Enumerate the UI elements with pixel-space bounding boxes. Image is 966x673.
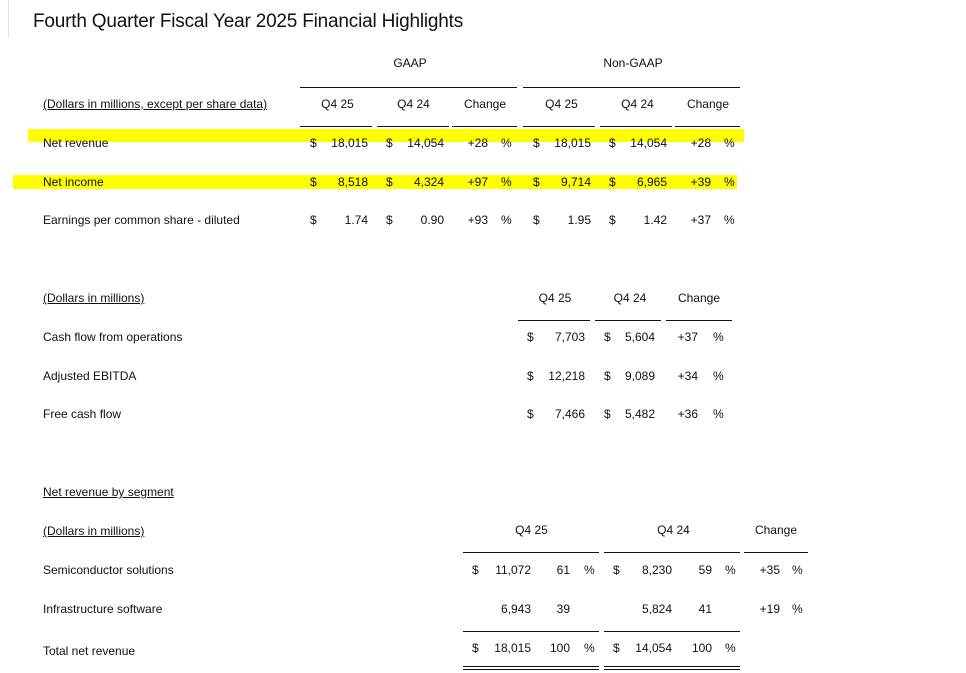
value-cell: 18,015 bbox=[554, 136, 591, 150]
value-cell: 8,518 bbox=[337, 175, 368, 189]
change-cell: +35 bbox=[759, 563, 780, 577]
percent-sign: % bbox=[724, 175, 735, 189]
column-header: Q4 25 bbox=[321, 97, 354, 111]
change-cell: +93 bbox=[467, 213, 488, 227]
currency-symbol: $ bbox=[386, 136, 393, 150]
change-cell: +97 bbox=[467, 175, 488, 189]
value-cell: 5,482 bbox=[624, 407, 655, 421]
currency-symbol: $ bbox=[613, 563, 620, 577]
value-cell: 18,015 bbox=[331, 136, 368, 150]
currency-symbol: $ bbox=[613, 641, 620, 655]
percent-sign: % bbox=[725, 563, 736, 577]
percent-sign: % bbox=[501, 175, 512, 189]
currency-symbol: $ bbox=[533, 136, 540, 150]
subtotal-rule bbox=[463, 631, 599, 632]
share-cell: 59 bbox=[698, 563, 712, 577]
value-cell: 6,943 bbox=[500, 602, 531, 616]
currency-symbol: $ bbox=[604, 330, 611, 344]
column-header: Change bbox=[677, 291, 721, 305]
table3-caption: (Dollars in millions) bbox=[43, 524, 145, 538]
currency-symbol: $ bbox=[609, 213, 616, 227]
currency-symbol: $ bbox=[386, 213, 393, 227]
gaap-group-header: GAAP bbox=[393, 56, 427, 70]
percent-sign: % bbox=[724, 136, 735, 150]
column-header-rule bbox=[604, 552, 740, 553]
row-label: Infrastructure software bbox=[43, 602, 163, 616]
column-header: Change bbox=[686, 97, 730, 111]
column-header: Q4 25 bbox=[545, 97, 578, 111]
value-cell: 5,824 bbox=[641, 602, 672, 616]
value-cell: 6,965 bbox=[636, 175, 667, 189]
row-label: Earnings per common share - diluted bbox=[43, 213, 240, 227]
currency-symbol: $ bbox=[609, 136, 616, 150]
table3-heading: Net revenue by segment bbox=[43, 485, 174, 499]
currency-symbol: $ bbox=[310, 136, 317, 150]
column-header-rule bbox=[523, 126, 595, 127]
percent-sign: % bbox=[724, 213, 735, 227]
currency-symbol: $ bbox=[604, 369, 611, 383]
percent-sign: % bbox=[501, 213, 512, 227]
column-header-rule bbox=[666, 320, 732, 321]
value-cell: 1.95 bbox=[567, 213, 591, 227]
column-header-rule bbox=[600, 126, 672, 127]
gaap-group-rule bbox=[300, 87, 517, 88]
column-header-rule bbox=[377, 126, 449, 127]
currency-symbol: $ bbox=[310, 213, 317, 227]
value-cell: 12,218 bbox=[548, 369, 585, 383]
row-label: Net income bbox=[43, 175, 104, 189]
share-cell: 41 bbox=[698, 602, 712, 616]
currency-symbol: $ bbox=[527, 330, 534, 344]
column-header: Change bbox=[754, 523, 798, 537]
currency-symbol: $ bbox=[472, 563, 479, 577]
value-cell: 14,054 bbox=[407, 136, 444, 150]
value-cell: 14,054 bbox=[630, 136, 667, 150]
column-header: Q4 24 bbox=[657, 523, 690, 537]
subtotal-rule bbox=[604, 631, 740, 632]
share-cell: 100 bbox=[549, 641, 570, 655]
row-label: Cash flow from operations bbox=[43, 330, 183, 344]
value-cell: 11,072 bbox=[495, 563, 531, 577]
currency-symbol: $ bbox=[310, 175, 317, 189]
column-header-rule bbox=[300, 126, 372, 127]
percent-sign: % bbox=[584, 563, 595, 577]
change-cell: +37 bbox=[690, 213, 711, 227]
row-label: Semiconductor solutions bbox=[43, 563, 174, 577]
change-cell: +36 bbox=[677, 407, 698, 421]
column-header: Q4 25 bbox=[515, 523, 548, 537]
column-header-rule bbox=[463, 552, 599, 553]
value-cell: 7,466 bbox=[554, 407, 585, 421]
value-cell: 1.42 bbox=[643, 213, 667, 227]
value-cell: 9,089 bbox=[624, 369, 655, 383]
value-cell: 0.90 bbox=[420, 213, 444, 227]
percent-sign: % bbox=[792, 563, 803, 577]
column-header: Q4 24 bbox=[397, 97, 430, 111]
percent-sign: % bbox=[713, 407, 724, 421]
percent-sign: % bbox=[584, 641, 595, 655]
column-header-rule bbox=[518, 320, 590, 321]
change-cell: +19 bbox=[759, 602, 780, 616]
share-cell: 61 bbox=[556, 563, 570, 577]
row-label: Adjusted EBITDA bbox=[43, 369, 137, 383]
percent-sign: % bbox=[501, 136, 512, 150]
column-header: Q4 25 bbox=[538, 291, 572, 305]
table1-caption: (Dollars in millions, except per share data) bbox=[43, 97, 268, 111]
column-header-rule bbox=[452, 126, 517, 127]
percent-sign: % bbox=[713, 369, 724, 383]
value-cell: 9,714 bbox=[560, 175, 591, 189]
column-header-rule bbox=[675, 126, 740, 127]
currency-symbol: $ bbox=[472, 641, 479, 655]
table2-caption: (Dollars in millions) bbox=[43, 291, 145, 305]
change-cell: +28 bbox=[467, 136, 488, 150]
share-cell: 39 bbox=[556, 602, 570, 616]
value-cell: 7,703 bbox=[554, 330, 585, 344]
column-header: Q4 24 bbox=[621, 97, 654, 111]
currency-symbol: $ bbox=[533, 213, 540, 227]
row-label: Net revenue bbox=[43, 136, 109, 150]
change-cell: +37 bbox=[677, 330, 698, 344]
page-title: Fourth Quarter Fiscal Year 2025 Financial Highlights bbox=[33, 11, 463, 32]
currency-symbol: $ bbox=[527, 407, 534, 421]
value-cell: 18,015 bbox=[494, 641, 531, 655]
percent-sign: % bbox=[713, 330, 724, 344]
currency-symbol: $ bbox=[533, 175, 540, 189]
column-header-rule bbox=[744, 552, 808, 553]
share-cell: 100 bbox=[691, 641, 712, 655]
value-cell: 1.74 bbox=[344, 213, 368, 227]
change-cell: +34 bbox=[677, 369, 698, 383]
percent-sign: % bbox=[792, 602, 803, 616]
column-header-rule bbox=[595, 320, 661, 321]
row-label: Free cash flow bbox=[43, 407, 122, 421]
currency-symbol: $ bbox=[527, 369, 534, 383]
change-cell: +28 bbox=[690, 136, 711, 150]
currency-symbol: $ bbox=[609, 175, 616, 189]
row-label: Total net revenue bbox=[43, 644, 136, 658]
column-header: Q4 24 bbox=[613, 291, 647, 305]
total-double-rule bbox=[604, 666, 740, 670]
value-cell: 8,230 bbox=[641, 563, 672, 577]
change-cell: +39 bbox=[690, 175, 711, 189]
percent-sign: % bbox=[725, 641, 736, 655]
value-cell: 14,054 bbox=[635, 641, 672, 655]
currency-symbol: $ bbox=[386, 175, 393, 189]
column-header: Change bbox=[463, 97, 507, 111]
value-cell: 4,324 bbox=[413, 175, 444, 189]
total-double-rule bbox=[463, 666, 599, 670]
nongaap-group-header: Non-GAAP bbox=[603, 56, 663, 70]
left-edge-divider bbox=[0, 0, 9, 38]
currency-symbol: $ bbox=[604, 407, 611, 421]
value-cell: 5,604 bbox=[624, 330, 655, 344]
nongaap-group-rule bbox=[523, 87, 740, 88]
